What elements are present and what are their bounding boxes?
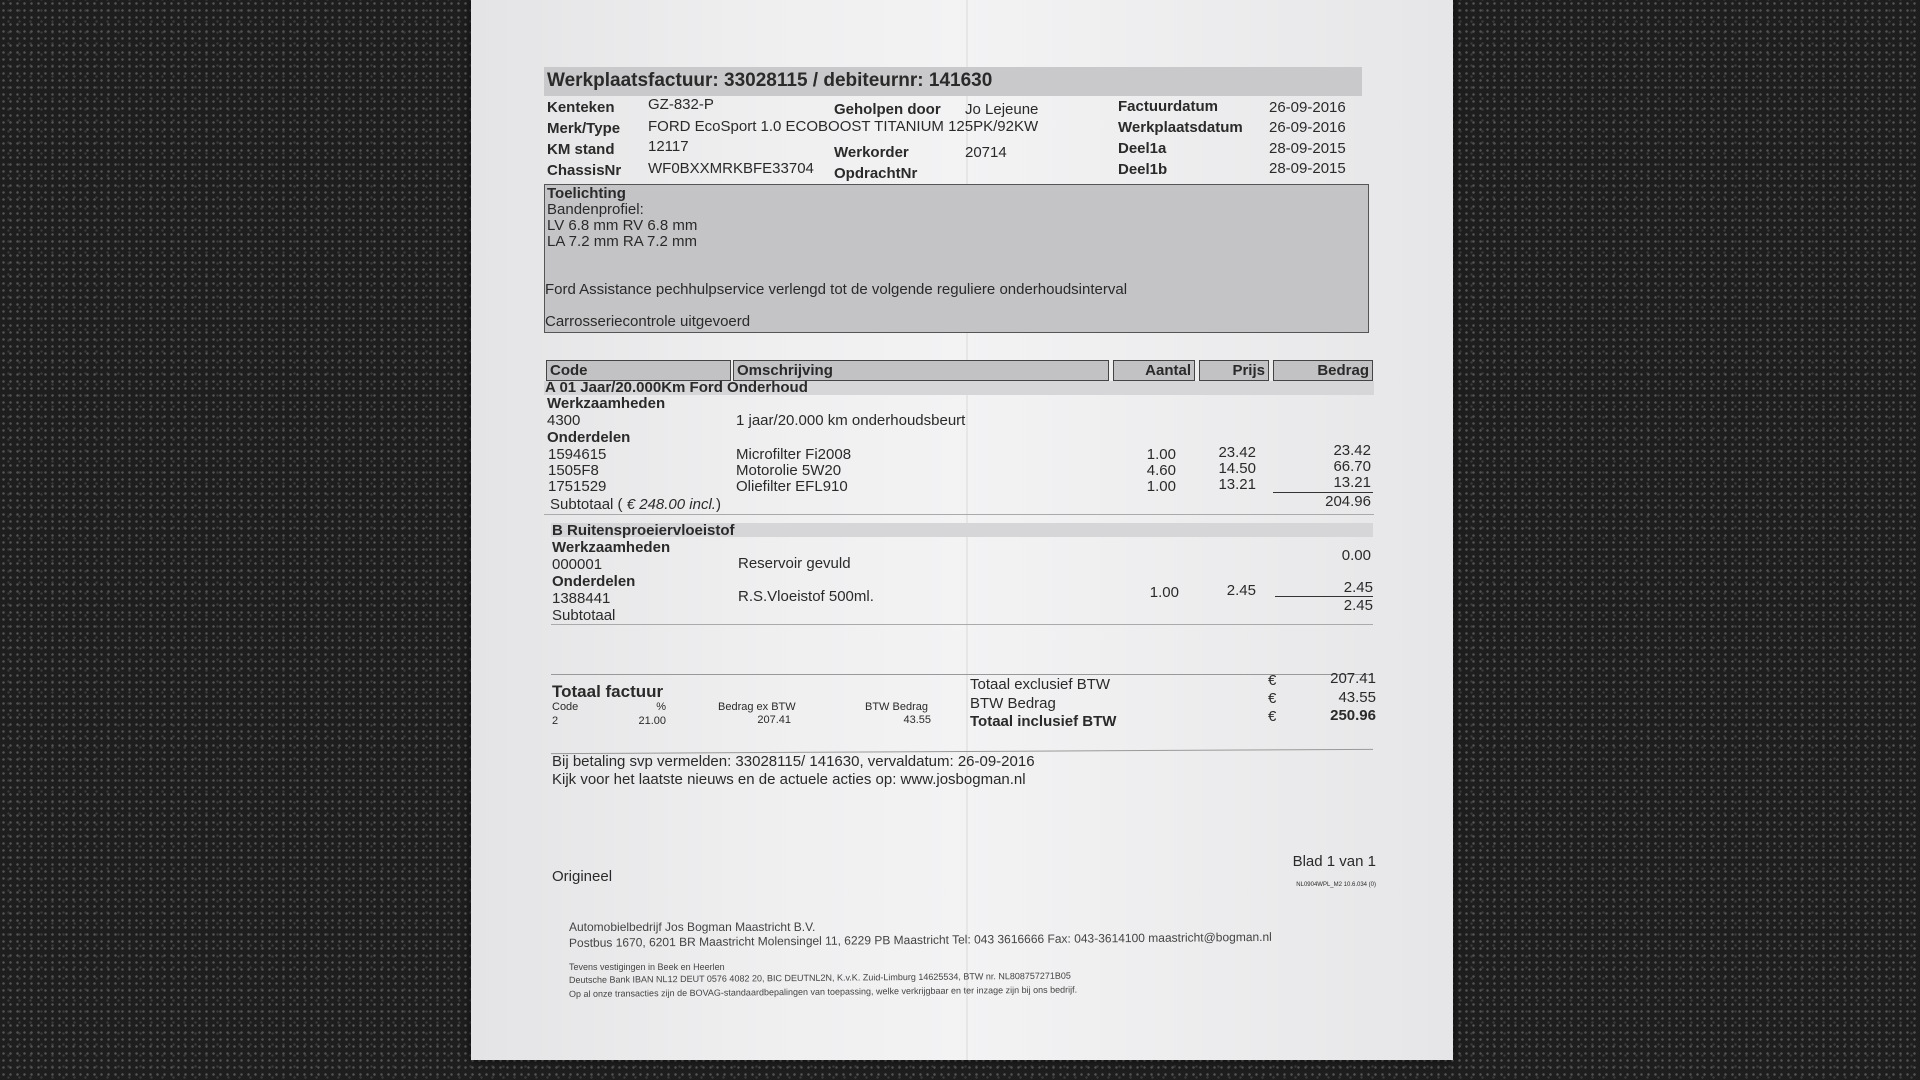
item-bedrag: 2.45 bbox=[1343, 579, 1373, 596]
item-desc: Motorolie 5W20 bbox=[736, 462, 842, 479]
euro-sign: € bbox=[1268, 708, 1277, 725]
item-bedrag: 23.42 bbox=[1333, 442, 1371, 459]
werkplaatsdatum-value: 26-09-2016 bbox=[1269, 119, 1346, 136]
footer-terms: Op al onze transacties zijn de BOVAG-standaardbepalingen van toepassing, welke verkrijgbaar en ter inzage zijn bij ons bedrijf. bbox=[568, 984, 1078, 999]
merk-value: FORD EcoSport 1.0 ECOBOOST TITANIUM 125PK/92KW bbox=[648, 118, 1039, 135]
item-aantal: 1.00 bbox=[1149, 584, 1179, 601]
section-title: A 01 Jaar/20.000Km Ford Onderhoud bbox=[545, 379, 808, 396]
invoice-paper bbox=[471, 0, 1453, 1060]
subtotal-label: Subtotaal ( € 248.00 incl.) bbox=[550, 496, 721, 513]
footer-bank: Deutsche Bank IBAN NL12 DEUT 0576 4082 20, BIC DEUTNL2N, K.v.K. Zuid-Limburg 14625534, BTW nr. NL808757271B05 bbox=[568, 970, 1071, 985]
subtotal-value: 204.96 bbox=[1325, 493, 1371, 510]
vat-ex-label: Bedrag ex BTW bbox=[718, 701, 796, 713]
item-code: 1594615 bbox=[548, 446, 607, 463]
km-value: 12117 bbox=[648, 138, 689, 155]
footer-company: Automobielbedrijf Jos Bogman Maastricht B.V. bbox=[569, 920, 816, 934]
form-code: NL0904WPL_M2 10.6.034 (0) bbox=[1296, 882, 1376, 888]
werkplaatsdatum-label: Werkplaatsdatum bbox=[1118, 119, 1243, 136]
item-prijs: 14.50 bbox=[1218, 460, 1256, 477]
vat-btw: 43.55 bbox=[903, 714, 931, 726]
total-btw: 43.55 bbox=[1338, 689, 1376, 706]
toelichting-assistance: Ford Assistance pechhulpservice verlengd tot de volgende reguliere onderhoudsinterval bbox=[545, 281, 1128, 298]
subtotal-value: 2.45 bbox=[1343, 597, 1373, 614]
werkzaamheden-label: Werkzaamheden bbox=[552, 539, 671, 556]
toelichting-box bbox=[544, 184, 1369, 333]
kenteken-label: Kenteken bbox=[547, 99, 615, 116]
section-title: B Ruitensproeiervloeistof bbox=[552, 522, 735, 539]
total-btw-label: BTW Bedrag bbox=[970, 695, 1056, 712]
opdracht-label: OpdrachtNr bbox=[834, 165, 918, 182]
col-aantal: Aantal bbox=[1113, 360, 1195, 381]
total-incl-label: Totaal inclusief BTW bbox=[970, 713, 1117, 730]
item-bedrag: 0.00 bbox=[1341, 547, 1371, 564]
item-code: 1505F8 bbox=[548, 462, 599, 479]
vat-pct: 21.00 bbox=[638, 715, 666, 727]
vat-code-label: Code bbox=[552, 701, 579, 713]
col-code: Code bbox=[546, 360, 731, 381]
merk-label: Merk/Type bbox=[547, 120, 621, 137]
item-prijs: 2.45 bbox=[1226, 582, 1256, 599]
col-omschrijving: Omschrijving bbox=[733, 360, 1109, 381]
toelichting-line: Bandenprofiel: bbox=[547, 201, 644, 218]
onderdelen-label: Onderdelen bbox=[547, 429, 631, 446]
item-aantal: 1.00 bbox=[1146, 478, 1176, 495]
werkorder-value: 20714 bbox=[965, 144, 1007, 161]
factuurdatum-value: 26-09-2016 bbox=[1269, 99, 1346, 116]
item-desc: R.S.Vloeistof 500ml. bbox=[738, 588, 874, 605]
page-indicator: Blad 1 van 1 bbox=[1292, 853, 1376, 870]
toelichting-line: LV 6.8 mm RV 6.8 mm bbox=[547, 217, 698, 234]
col-bedrag: Bedrag bbox=[1273, 360, 1373, 381]
toelichting-title: Toelichting bbox=[547, 185, 626, 202]
col-prijs: Prijs bbox=[1199, 360, 1269, 381]
item-code: 1388441 bbox=[552, 590, 611, 607]
toelichting-line: LA 7.2 mm RA 7.2 mm bbox=[547, 233, 698, 250]
footer-branches: Tevens vestigingen in Beek en Heerlen bbox=[569, 962, 725, 972]
toelichting-carrosserie: Carrosseriecontrole uitgevoerd bbox=[545, 313, 751, 330]
origineel-label: Origineel bbox=[552, 868, 613, 885]
subtotal-label: Subtotaal bbox=[552, 607, 616, 624]
factuurdatum-label: Factuurdatum bbox=[1118, 98, 1219, 115]
footer-address: Postbus 1670, 6201 BR Maastricht Molensingel 11, 6229 PB Maastricht Tel: 043 3616666 Fax: 043-3614100 maastricht@bogman.nl bbox=[568, 929, 1272, 950]
item-aantal: 1.00 bbox=[1146, 446, 1176, 463]
euro-sign: € bbox=[1268, 690, 1277, 707]
item-desc: Oliefilter EFL910 bbox=[736, 478, 848, 495]
werkorder-label: Werkorder bbox=[834, 144, 909, 161]
werkzaamheden-label: Werkzaamheden bbox=[547, 395, 666, 412]
totals-title: Totaal factuur bbox=[552, 682, 664, 701]
deel1a-value: 28-09-2015 bbox=[1269, 140, 1346, 157]
deel1b-value: 28-09-2015 bbox=[1269, 160, 1346, 177]
item-desc: 1 jaar/20.000 km onderhoudsbeurt bbox=[736, 412, 966, 429]
onderdelen-label: Onderdelen bbox=[552, 573, 636, 590]
geholpen-value: Jo Lejeune bbox=[965, 101, 1039, 118]
geholpen-label: Geholpen door bbox=[834, 101, 941, 118]
item-prijs: 13.21 bbox=[1218, 476, 1256, 493]
item-bedrag: 66.70 bbox=[1333, 458, 1371, 475]
euro-sign: € bbox=[1268, 672, 1277, 689]
item-code: 000001 bbox=[552, 556, 603, 573]
item-code: 1751529 bbox=[548, 478, 607, 495]
total-excl-label: Totaal exclusief BTW bbox=[970, 676, 1111, 693]
total-excl: 207.41 bbox=[1330, 670, 1376, 687]
deel1a-label: Deel1a bbox=[1118, 140, 1167, 157]
item-desc: Microfilter Fi2008 bbox=[736, 446, 852, 463]
total-incl: 250.96 bbox=[1330, 707, 1376, 724]
chassis-value: WF0BXXMRKBFE33704 bbox=[648, 160, 814, 177]
kenteken-value: GZ-832-P bbox=[648, 96, 714, 113]
km-label: KM stand bbox=[547, 141, 615, 158]
deel1b-label: Deel1b bbox=[1118, 161, 1168, 178]
invoice-title: Werkplaatsfactuur: 33028115 / debiteurnr: 141630 bbox=[547, 70, 993, 91]
vat-code: 2 bbox=[552, 715, 559, 727]
vat-btw-label: BTW Bedrag bbox=[865, 701, 928, 713]
vat-ex: 207.41 bbox=[757, 714, 791, 726]
item-desc: Reservoir gevuld bbox=[738, 555, 851, 572]
item-prijs: 23.42 bbox=[1218, 444, 1256, 461]
item-bedrag: 13.21 bbox=[1333, 474, 1371, 491]
vat-pct-label: % bbox=[656, 701, 666, 713]
item-aantal: 4.60 bbox=[1146, 462, 1176, 479]
payment-note: Bij betaling svp vermelden: 33028115/ 141630, vervaldatum: 26-09-2016 bbox=[552, 753, 1035, 770]
chassis-label: ChassisNr bbox=[547, 162, 622, 179]
news-note: Kijk voor het laatste nieuws en de actuele acties op: www.josbogman.nl bbox=[552, 771, 1026, 788]
item-code: 4300 bbox=[547, 412, 581, 429]
